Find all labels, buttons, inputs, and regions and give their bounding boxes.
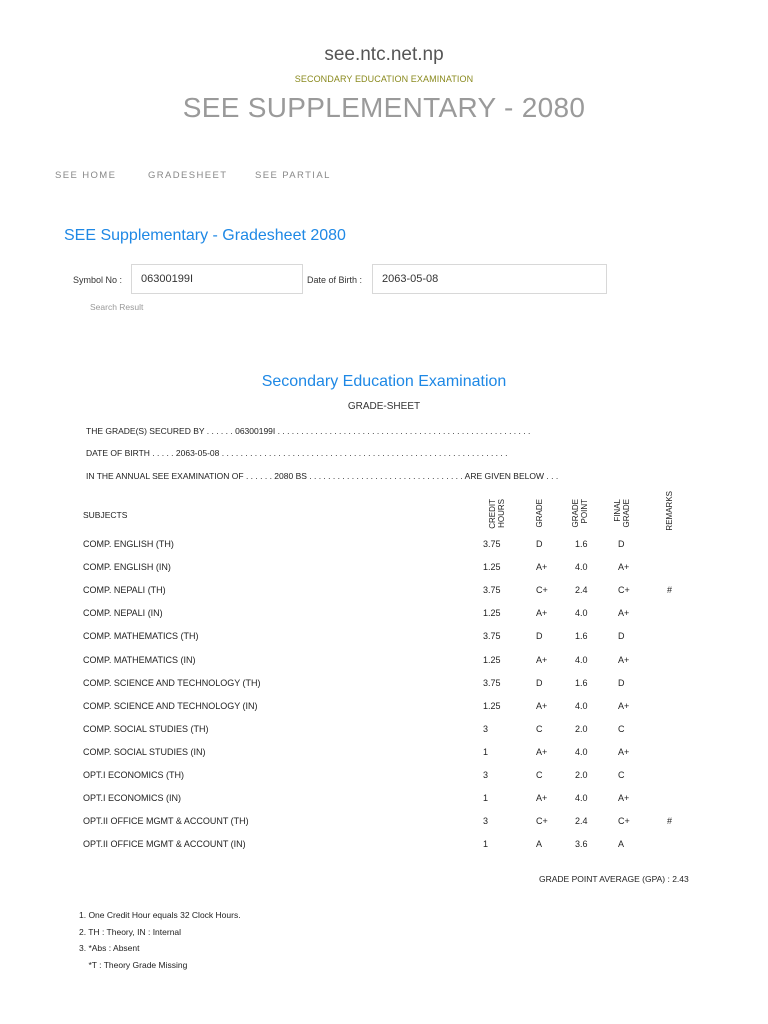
grade-point-header: GRADE POINT — [571, 499, 589, 528]
final-grade-cell: C — [618, 723, 625, 734]
credit-cell: 1.25 — [483, 700, 501, 711]
site-subtitle: SECONDARY EDUCATION EXAMINATION — [294, 74, 474, 84]
point-cell: 1.6 — [575, 631, 588, 642]
final-grade-cell: A+ — [618, 562, 630, 573]
final-grade-cell: D — [618, 539, 625, 549]
gradesheet-subtitle: GRADE-SHEET — [347, 401, 421, 412]
grade-cell: A+ — [536, 562, 548, 573]
note-item: 2. TH : Theory, IN : Internal — [79, 927, 182, 937]
table-row — [0, 793, 768, 816]
table-row — [0, 655, 768, 678]
form-heading: SEE Supplementary - Gradesheet 2080 — [64, 227, 346, 244]
point-cell: 4.0 — [575, 793, 588, 804]
final-grade-cell: C+ — [618, 816, 630, 827]
table-row — [0, 816, 768, 839]
final-grade-cell: D — [618, 677, 625, 688]
grade-cell: C — [536, 770, 543, 780]
point-cell: 4.0 — [575, 746, 588, 757]
subject-cell: COMP. MATHEMATICS (TH) — [83, 631, 199, 642]
symbol-input[interactable] — [131, 264, 303, 294]
point-cell: 2.0 — [575, 770, 588, 780]
subject-cell: OPT.I ECONOMICS (TH) — [83, 770, 184, 780]
final-grade-cell: A+ — [618, 654, 630, 665]
dob-line: DATE OF BIRTH . . . . . 2063-05-08 . . . . . . . . . . . . . . . . . . . . . . . . . . . . . . . . . . . . . . . . . . . . . . . . . . . . . . . . . . . . . — [86, 448, 508, 458]
final-grade-cell: A+ — [618, 746, 630, 757]
subject-cell: COMP. NEPALI (IN) — [83, 608, 163, 619]
grade-cell: A — [536, 839, 543, 850]
remarks-cell: # — [667, 585, 673, 596]
point-cell: 1.6 — [575, 539, 588, 549]
search-result-link[interactable]: Search Result — [90, 302, 144, 312]
subject-cell: COMP. ENGLISH (IN) — [83, 562, 171, 573]
subject-cell: OPT.II OFFICE MGMT & ACCOUNT (IN) — [83, 839, 246, 850]
subject-cell: COMP. ENGLISH (TH) — [83, 539, 174, 549]
credit-cell: 3.75 — [483, 585, 501, 596]
grade-secured-line: THE GRADE(S) SECURED BY . . . . . . 06300199I . . . . . . . . . . . . . . . . . . . . . . . . . . . . . . . . . . . . . . . . . . . . . . . . . . . . . . — [86, 426, 531, 436]
subject-cell: COMP. SOCIAL STUDIES (IN) — [83, 746, 206, 757]
remarks-cell: # — [667, 816, 673, 827]
table-row — [0, 839, 768, 862]
point-cell: 3.6 — [575, 839, 588, 850]
final-grade-cell: A+ — [618, 608, 630, 619]
credit-cell: 1.25 — [483, 654, 501, 665]
site-title: SEE SUPPLEMENTARY - 2080 — [182, 92, 586, 123]
final-grade-cell: A+ — [618, 700, 630, 711]
note-item: 1. One Credit Hour equals 32 Clock Hours. — [79, 910, 241, 920]
subject-cell: COMP. NEPALI (TH) — [83, 585, 166, 596]
table-row — [0, 585, 768, 608]
final-grade-header: FINAL GRADE — [613, 499, 631, 528]
credit-cell: 1.25 — [483, 562, 501, 573]
credit-cell: 3 — [483, 770, 489, 780]
grade-cell: D — [536, 677, 543, 688]
point-cell: 4.0 — [575, 608, 588, 619]
table-row — [0, 539, 768, 562]
point-cell: 4.0 — [575, 700, 588, 711]
site-domain: see.ntc.net.np — [324, 44, 444, 65]
subjects-header: SUBJECTS — [83, 510, 128, 520]
grade-header: GRADE — [535, 499, 544, 528]
final-grade-cell: D — [618, 631, 625, 642]
table-row — [0, 770, 768, 793]
table-row — [0, 608, 768, 631]
table-row — [0, 562, 768, 585]
gpa-summary: GRADE POINT AVERAGE (GPA) : 2.43 — [539, 874, 689, 884]
subject-cell: COMP. MATHEMATICS (IN) — [83, 654, 196, 665]
final-grade-cell: A — [618, 839, 625, 850]
symbol-label: Symbol No : — [73, 275, 123, 285]
point-cell: 4.0 — [575, 654, 588, 665]
note-item: 3. *Abs : Absent — [79, 943, 140, 953]
table-row — [0, 747, 768, 770]
credit-cell: 3.75 — [483, 677, 501, 688]
credit-cell: 3.75 — [483, 539, 501, 549]
table-row — [0, 724, 768, 747]
credit-hours-header: CREDIT HOURS — [488, 499, 506, 529]
subject-cell: COMP. SCIENCE AND TECHNOLOGY (IN) — [83, 700, 258, 711]
grade-cell: C+ — [536, 585, 548, 596]
grade-cell: C+ — [536, 816, 548, 827]
dob-input[interactable] — [372, 264, 607, 294]
nav-gradesheet[interactable]: GRADESHEET — [148, 170, 228, 181]
credit-cell: 3 — [483, 723, 489, 734]
note-item: *T : Theory Grade Missing — [79, 960, 188, 970]
credit-cell: 1.25 — [483, 608, 501, 619]
remarks-header: REMARKS — [665, 491, 674, 531]
credit-cell: 3 — [483, 816, 489, 827]
grade-cell: D — [536, 539, 543, 549]
point-cell: 2.0 — [575, 723, 588, 734]
credit-cell: 1 — [483, 839, 489, 850]
credit-cell: 1 — [483, 793, 489, 804]
point-cell: 1.6 — [575, 677, 588, 688]
nav-see-home[interactable]: SEE HOME — [55, 170, 117, 181]
final-grade-cell: C+ — [618, 585, 630, 596]
subject-cell: OPT.I ECONOMICS (IN) — [83, 793, 182, 804]
point-cell: 2.4 — [575, 816, 588, 827]
final-grade-cell: A+ — [618, 793, 630, 804]
grade-cell: D — [536, 631, 543, 642]
grade-cell: A+ — [536, 700, 548, 711]
credit-cell: 3.75 — [483, 631, 501, 642]
exam-line: IN THE ANNUAL SEE EXAMINATION OF . . . . . . 2080 BS . . . . . . . . . . . . . . . . . . . . . . . . . . . . . . . . . ARE GIVEN BELOW . . . — [86, 471, 559, 481]
gradesheet-title: Secondary Education Examination — [261, 373, 507, 390]
table-row — [0, 678, 768, 701]
grade-cell: A+ — [536, 608, 548, 619]
credit-cell: 1 — [483, 746, 489, 757]
subject-cell: COMP. SOCIAL STUDIES (TH) — [83, 723, 209, 734]
nav-see-partial[interactable]: SEE PARTIAL — [255, 170, 331, 181]
subject-cell: OPT.II OFFICE MGMT & ACCOUNT (TH) — [83, 816, 249, 827]
grade-cell: A+ — [536, 746, 548, 757]
table-row — [0, 701, 768, 724]
final-grade-cell: C — [618, 770, 625, 780]
table-row — [0, 631, 768, 654]
grade-cell: A+ — [536, 654, 548, 665]
grade-cell: A+ — [536, 793, 548, 804]
point-cell: 2.4 — [575, 585, 588, 596]
dob-label: Date of Birth : — [307, 275, 363, 285]
point-cell: 4.0 — [575, 562, 588, 573]
subject-cell: COMP. SCIENCE AND TECHNOLOGY (TH) — [83, 677, 261, 688]
grade-cell: C — [536, 723, 543, 734]
